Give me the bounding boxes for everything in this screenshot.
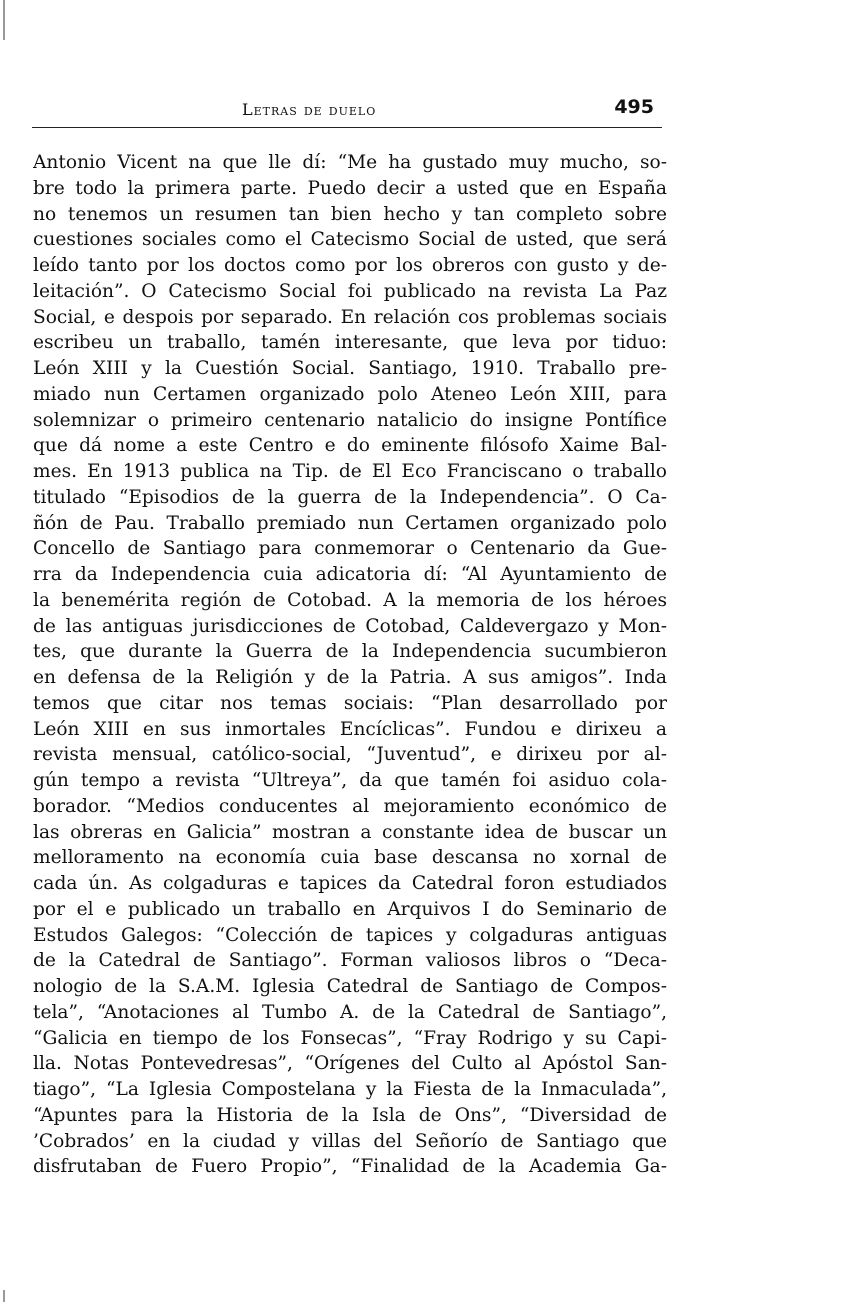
text-line: ’Cobrados’ en la ciudad y villas del Señorío de Santiago que [33,1130,667,1152]
text-line: León XIII y la Cuestión Social. Santiago, 1910. Traballo pre- [33,358,667,379]
text-line: leitación”. O Catecismo Social foi publicado na revista La Paz [33,280,667,302]
text-line: gún tempo a revista “Ultreya”, da que tamén foi asiduo cola- [33,770,667,791]
text-line: nologio de la S.A.M. Iglesia Catedral de Santiago de Compos- [33,976,667,997]
text-line: mes. En 1913 publica na Tip. de El Eco Franciscano o traballo [33,461,667,482]
text-line: temos que citar nos temas sociais: “Plan desarrollado por [33,692,667,714]
text-line: Concello de Santiago para conmemorar o Centenario da Gue- [33,538,667,560]
text-line: las obreras en Galicia” mostran a constante idea de buscar un [33,821,667,843]
text-line: escribeu un traballo, tamén interesante, que leva por tiduo: [33,332,667,354]
text-line: borador. “Medios conducentes al mejoramiento económico de [33,795,667,817]
text-line: cada ún. As colgaduras e tapices da Catedral foron estudiados [33,873,667,894]
text-line: Antonio Vicent na que lle dí: “Me ha gustado muy mucho, so- [33,152,667,173]
text-line: melloramento na economía cuia base descansa no xornal de [33,847,667,869]
text-line: de las antiguas jurisdicciones de Cotobad, Caldevergazo y Mon- [33,615,667,637]
text-line: bre todo la primera parte. Puedo decir a usted que en España [33,177,667,199]
text-line: cuestiones sociales como el Catecismo Social de usted, que será [33,229,667,251]
text-line: Estudos Galegos: “Colección de tapices y colgaduras antiguas [33,924,667,946]
text-line: Social, e despois por separado. En relación cos problemas sociais [33,306,667,328]
header-rule [32,127,662,128]
text-line: revista mensual, católico-social, “Juventud”, e dirixeu por al- [33,744,667,766]
running-title: Letras de duelo [242,100,377,119]
text-line: lla. Notas Pontevedresas”, “Orígenes del Culto al Apóstol San- [33,1053,667,1075]
text-line: por el e publicado un traballo en Arquivos I do Seminario de [33,898,667,920]
text-line: “Galicia en tiempo de los Fonsecas”, “Fray Rodrigo y su Capi- [33,1027,667,1049]
text-line: titulado “Episodios de la guerra de la Independencia”. O Ca- [33,486,667,508]
page-number: 495 [614,96,654,118]
text-line: rra da Independencia cuia adicatoria dí: “Al Ayuntamiento de [33,564,667,585]
text-line: disfrutaban de Fuero Propio”, “Finalidad de la Academia Ga- [33,1156,667,1178]
scan-edge-mark [3,1290,5,1302]
scan-edge-mark [3,0,5,40]
body-text [33,150,667,1180]
text-line: que dá nome a este Centro e do eminente filósofo Xaime Bal- [33,435,667,457]
text-line: “Apuntes para la Historia de la Isla de Ons”, “Diversidad de [33,1104,667,1126]
text-line: no tenemos un resumen tan bien hecho y tan completo sobre [33,203,667,225]
text-line: en defensa de la Religión y de la Patria. A sus amigos”. Inda [33,667,667,688]
text-line: de la Catedral de Santiago”. Forman valiosos libros o “Deca- [33,950,667,972]
text-line: solemnizar o primeiro centenario natalicio do insigne Pontífice [33,409,667,431]
text-line: tela”, “Anotaciones al Tumbo A. de la Catedral de Santiago”, [33,1001,667,1023]
text-line: ñón de Pau. Traballo premiado nun Certamen organizado polo [33,512,667,534]
text-line: tiago”, “La Iglesia Compostelana y la Fiesta de la Inmaculada”, [33,1079,667,1100]
running-head [32,96,662,126]
text-line: tes, que durante la Guerra de la Independencia sucumbieron [33,641,667,663]
text-line: León XIII en sus inmortales Encíclicas”. Fundou e dirixeu a [33,718,667,740]
text-line: miado nun Certamen organizado polo Ateneo León XIII, para [33,383,667,405]
text-line: la benemérita región de Cotobad. A la memoria de los héroes [33,589,667,611]
text-line: leído tanto por los doctos como por los obreros con gusto y de- [33,255,667,276]
